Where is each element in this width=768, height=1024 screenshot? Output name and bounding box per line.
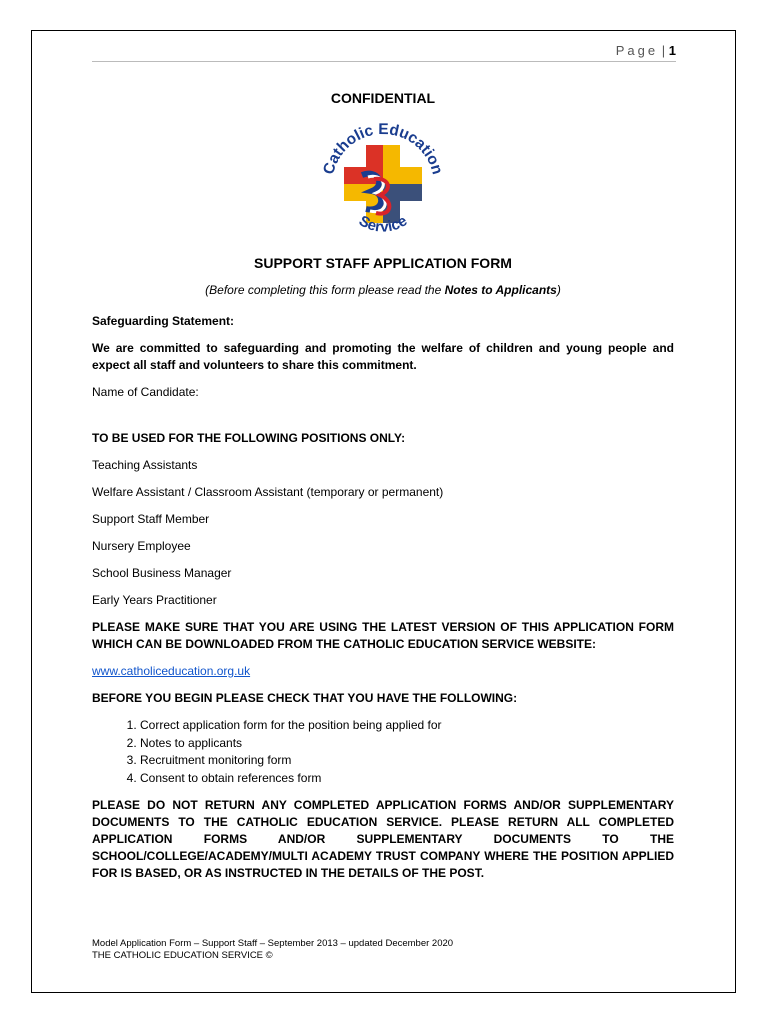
checklist-heading: BEFORE YOU BEGIN PLEASE CHECK THAT YOU HAVE THE FOLLOWING: xyxy=(92,691,518,705)
website-link[interactable]: www.catholiceducation.org.uk xyxy=(92,664,251,678)
position-item: Nursery Employee xyxy=(92,539,191,553)
positions-heading: TO BE USED FOR THE FOLLOWING POSITIONS ONLY: xyxy=(92,431,406,445)
catholic-education-service-logo xyxy=(318,115,448,241)
page-number-value: 1 xyxy=(668,43,676,58)
safeguarding-heading: Safeguarding Statement: xyxy=(92,314,235,328)
footer xyxy=(92,938,453,962)
form-title: SUPPORT STAFF APPLICATION FORM xyxy=(254,255,512,271)
logo-text-top: Catholic Education xyxy=(320,120,446,177)
document-body xyxy=(92,90,674,882)
return-notice: PLEASE DO NOT RETURN ANY COMPLETED APPLICATION FORMS AND/OR SUPPLEMENTARY DOCUMENTS TO THE CATHOLIC EDUCATION SERVICE. PLEASE RETURN ALL COMPLETED APPLICATION FORMS AND/OR SUPPLEMENTARY DOCUMENTS TO THE SCHOOL/COLLEGE/ACADEMY/MULTI ACADEMY TRUST COMPANY WHERE THE POSITION APPLIED FOR IS BASED, OR AS INSTRUCTED IN THE DETAILS OF THE POST. xyxy=(92,798,674,880)
logo-text-bottom: Service xyxy=(355,212,411,236)
header-divider xyxy=(92,61,676,62)
position-item: Teaching Assistants xyxy=(92,458,198,472)
page-label: Page xyxy=(615,43,659,58)
checklist-item: 1. Correct application form for the position being applied for xyxy=(140,717,674,735)
position-item: School Business Manager xyxy=(92,566,232,580)
form-subtitle: (Before completing this form please read the Notes to Applicants) xyxy=(205,283,561,297)
page-number: Page | 1 xyxy=(615,43,676,58)
position-item: Early Years Practitioner xyxy=(92,593,217,607)
candidate-name-label: Name of Candidate: xyxy=(92,385,199,399)
footer-line-1: Model Application Form – Support Staff – September 2013 – updated December 2020 xyxy=(92,938,454,949)
version-notice: PLEASE MAKE SURE THAT YOU ARE USING THE LATEST VERSION OF THIS APPLICATION FORM WHICH CAN BE DOWNLOADED FROM THE CATHOLIC EDUCATION SERVICE WEBSITE: xyxy=(92,620,674,651)
position-item: Welfare Assistant / Classroom Assistant (temporary or permanent) xyxy=(92,485,444,499)
checklist-item: 4. Consent to obtain references form xyxy=(140,770,674,788)
checklist-item: 2. Notes to applicants xyxy=(140,735,674,753)
checklist-item: 3. Recruitment monitoring form xyxy=(140,752,674,770)
position-item: Support Staff Member xyxy=(92,512,210,526)
confidential-label: CONFIDENTIAL xyxy=(330,90,436,106)
safeguarding-statement: We are committed to safeguarding and promoting the welfare of children and young people and expect all staff and volunteers to share this commitment. xyxy=(92,341,674,372)
footer-line-2: THE CATHOLIC EDUCATION SERVICE © xyxy=(92,950,273,961)
checklist xyxy=(92,717,674,787)
notes-to-applicants-ref: Notes to Applicants xyxy=(444,283,557,297)
